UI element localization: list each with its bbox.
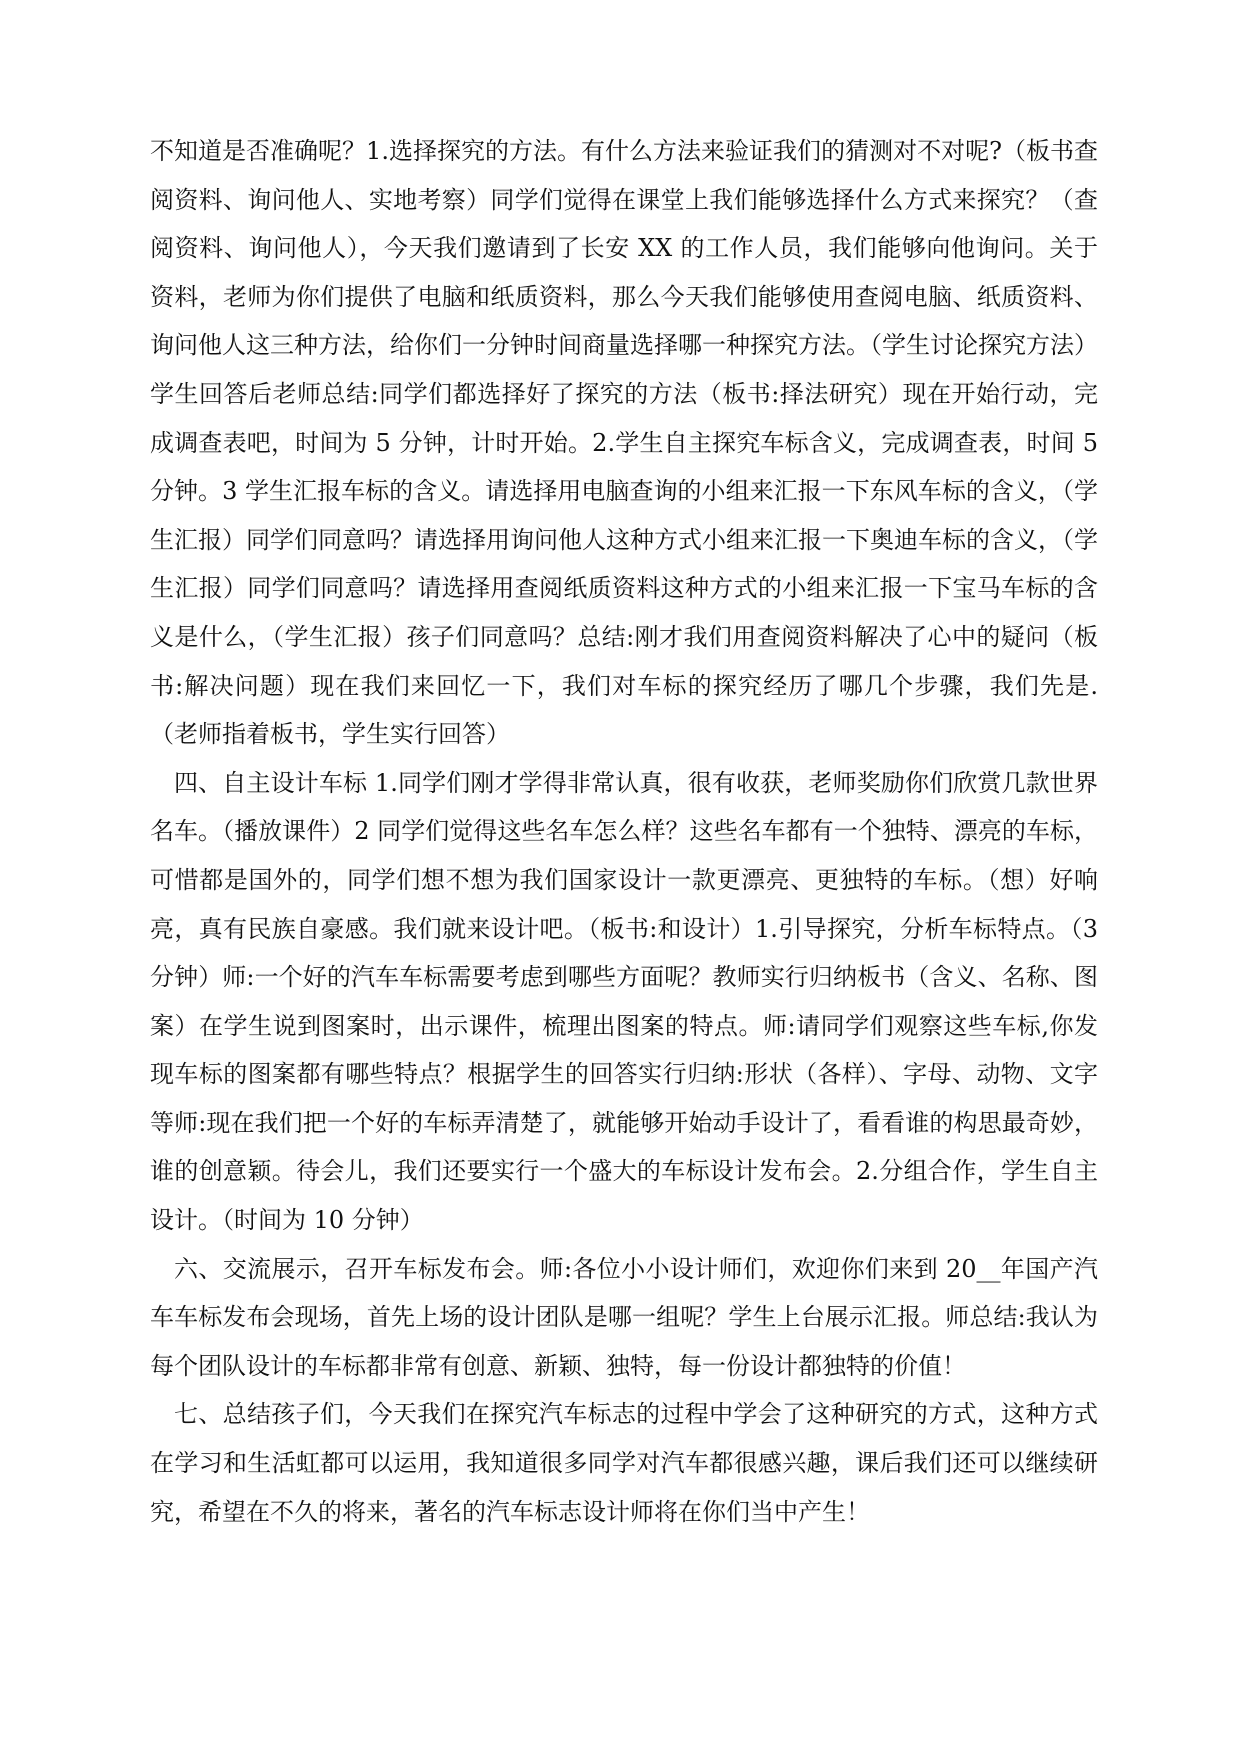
paragraph-section-six: 六、交流展示，召开车标发布会。师:各位小小设计师们，欢迎你们来到 20__年国产汽车车标发布会现场，首先上场的设计团队是哪一组呢？学生上台展示汇报。师总结:我认为每个团队设计的车标都非常有创意、新颖、独特，每一份设计都独特的价值！ (150, 1254, 1098, 1380)
document-body (150, 127, 1098, 1536)
paragraph-continuation: 不知道是否准确呢？1.选择探究的方法。有什么方法来验证我们的猜测对不对呢?（板书查阅资料、询问他人、实地考察）同学们觉得在课堂上我们能够选择什么方式来探究？（查阅资料、询问他人），今天我们邀请到了长安 XX 的工作人员，我们能够向他询问。关于资料，老师为你们提供了电脑和纸质资料，那么今天我们能够使用查阅电脑、纸质资料、询问他人这三种方法，给你们一分钟时间商量选择哪一种探究方法。（学生讨论探究方法）学生回答后老师总结:同学们都选择好了探究的方法（板书:择法研究）现在开始行动，完成调查表吧，时间为 5 分钟，计时开始。2.学生自主探究车标含义，完成调查表，时间 5 分钟。3 学生汇报车标的含义。请选择用电脑查询的小组来汇报一下东风车标的含义，（学生汇报）同学们同意吗？请选择用询问他人这种方式小组来汇报一下奥迪车标的含义，（学生汇报）同学们同意吗？请选择用查阅纸质资料这种方式的小组来汇报一下宝马车标的含义是什么，（学生汇报）孩子们同意吗？总结:刚才我们用查阅资料解决了心中的疑问（板书:解决问题）现在我们来回忆一下，我们对车标的探究经历了哪几个步骤，我们先是.（老师指着板书，学生实行回答） (150, 137, 1098, 749)
paragraph-section-seven: 七、总结孩子们，今天我们在探究汽车标志的过程中学会了这种研究的方式，这种方式在学习和生活虹都可以运用，我知道很多同学对汽车都很感兴趣，课后我们还可以继续研究，希望在不久的将来，著名的汽车标志设计师将在你们当中产生！ (150, 1400, 1098, 1526)
paragraph-section-four: 四、自主设计车标 1.同学们刚才学得非常认真，很有收获，老师奖励你们欣赏几款世界名车。（播放课件）2 同学们觉得这些名车怎么样？这些名车都有一个独特、漂亮的车标，可惜都是国外的，同学们想不想为我们国家设计一款更漂亮、更独特的车标。（想）好响亮，真有民族自豪感。我们就来设计吧。（板书:和设计）1.引导探究，分析车标特点。（3 分钟）师:一个好的汽车车标需要考虑到哪些方面呢？教师实行归纳板书（含义、名称、图案）在学生说到图案时，出示课件，梳理出图案的特点。师:请同学们观察这些车标,你发现车标的图案都有哪些特点？根据学生的回答实行归纳:形状（各样）、字母、动物、文字等师:现在我们把一个好的车标弄清楚了，就能够开始动手设计了，看看谁的构思最奇妙，谁的创意颖。待会儿，我们还要实行一个盛大的车标设计发布会。2.分组合作，学生自主设计。（时间为 10 分钟） (150, 768, 1098, 1235)
